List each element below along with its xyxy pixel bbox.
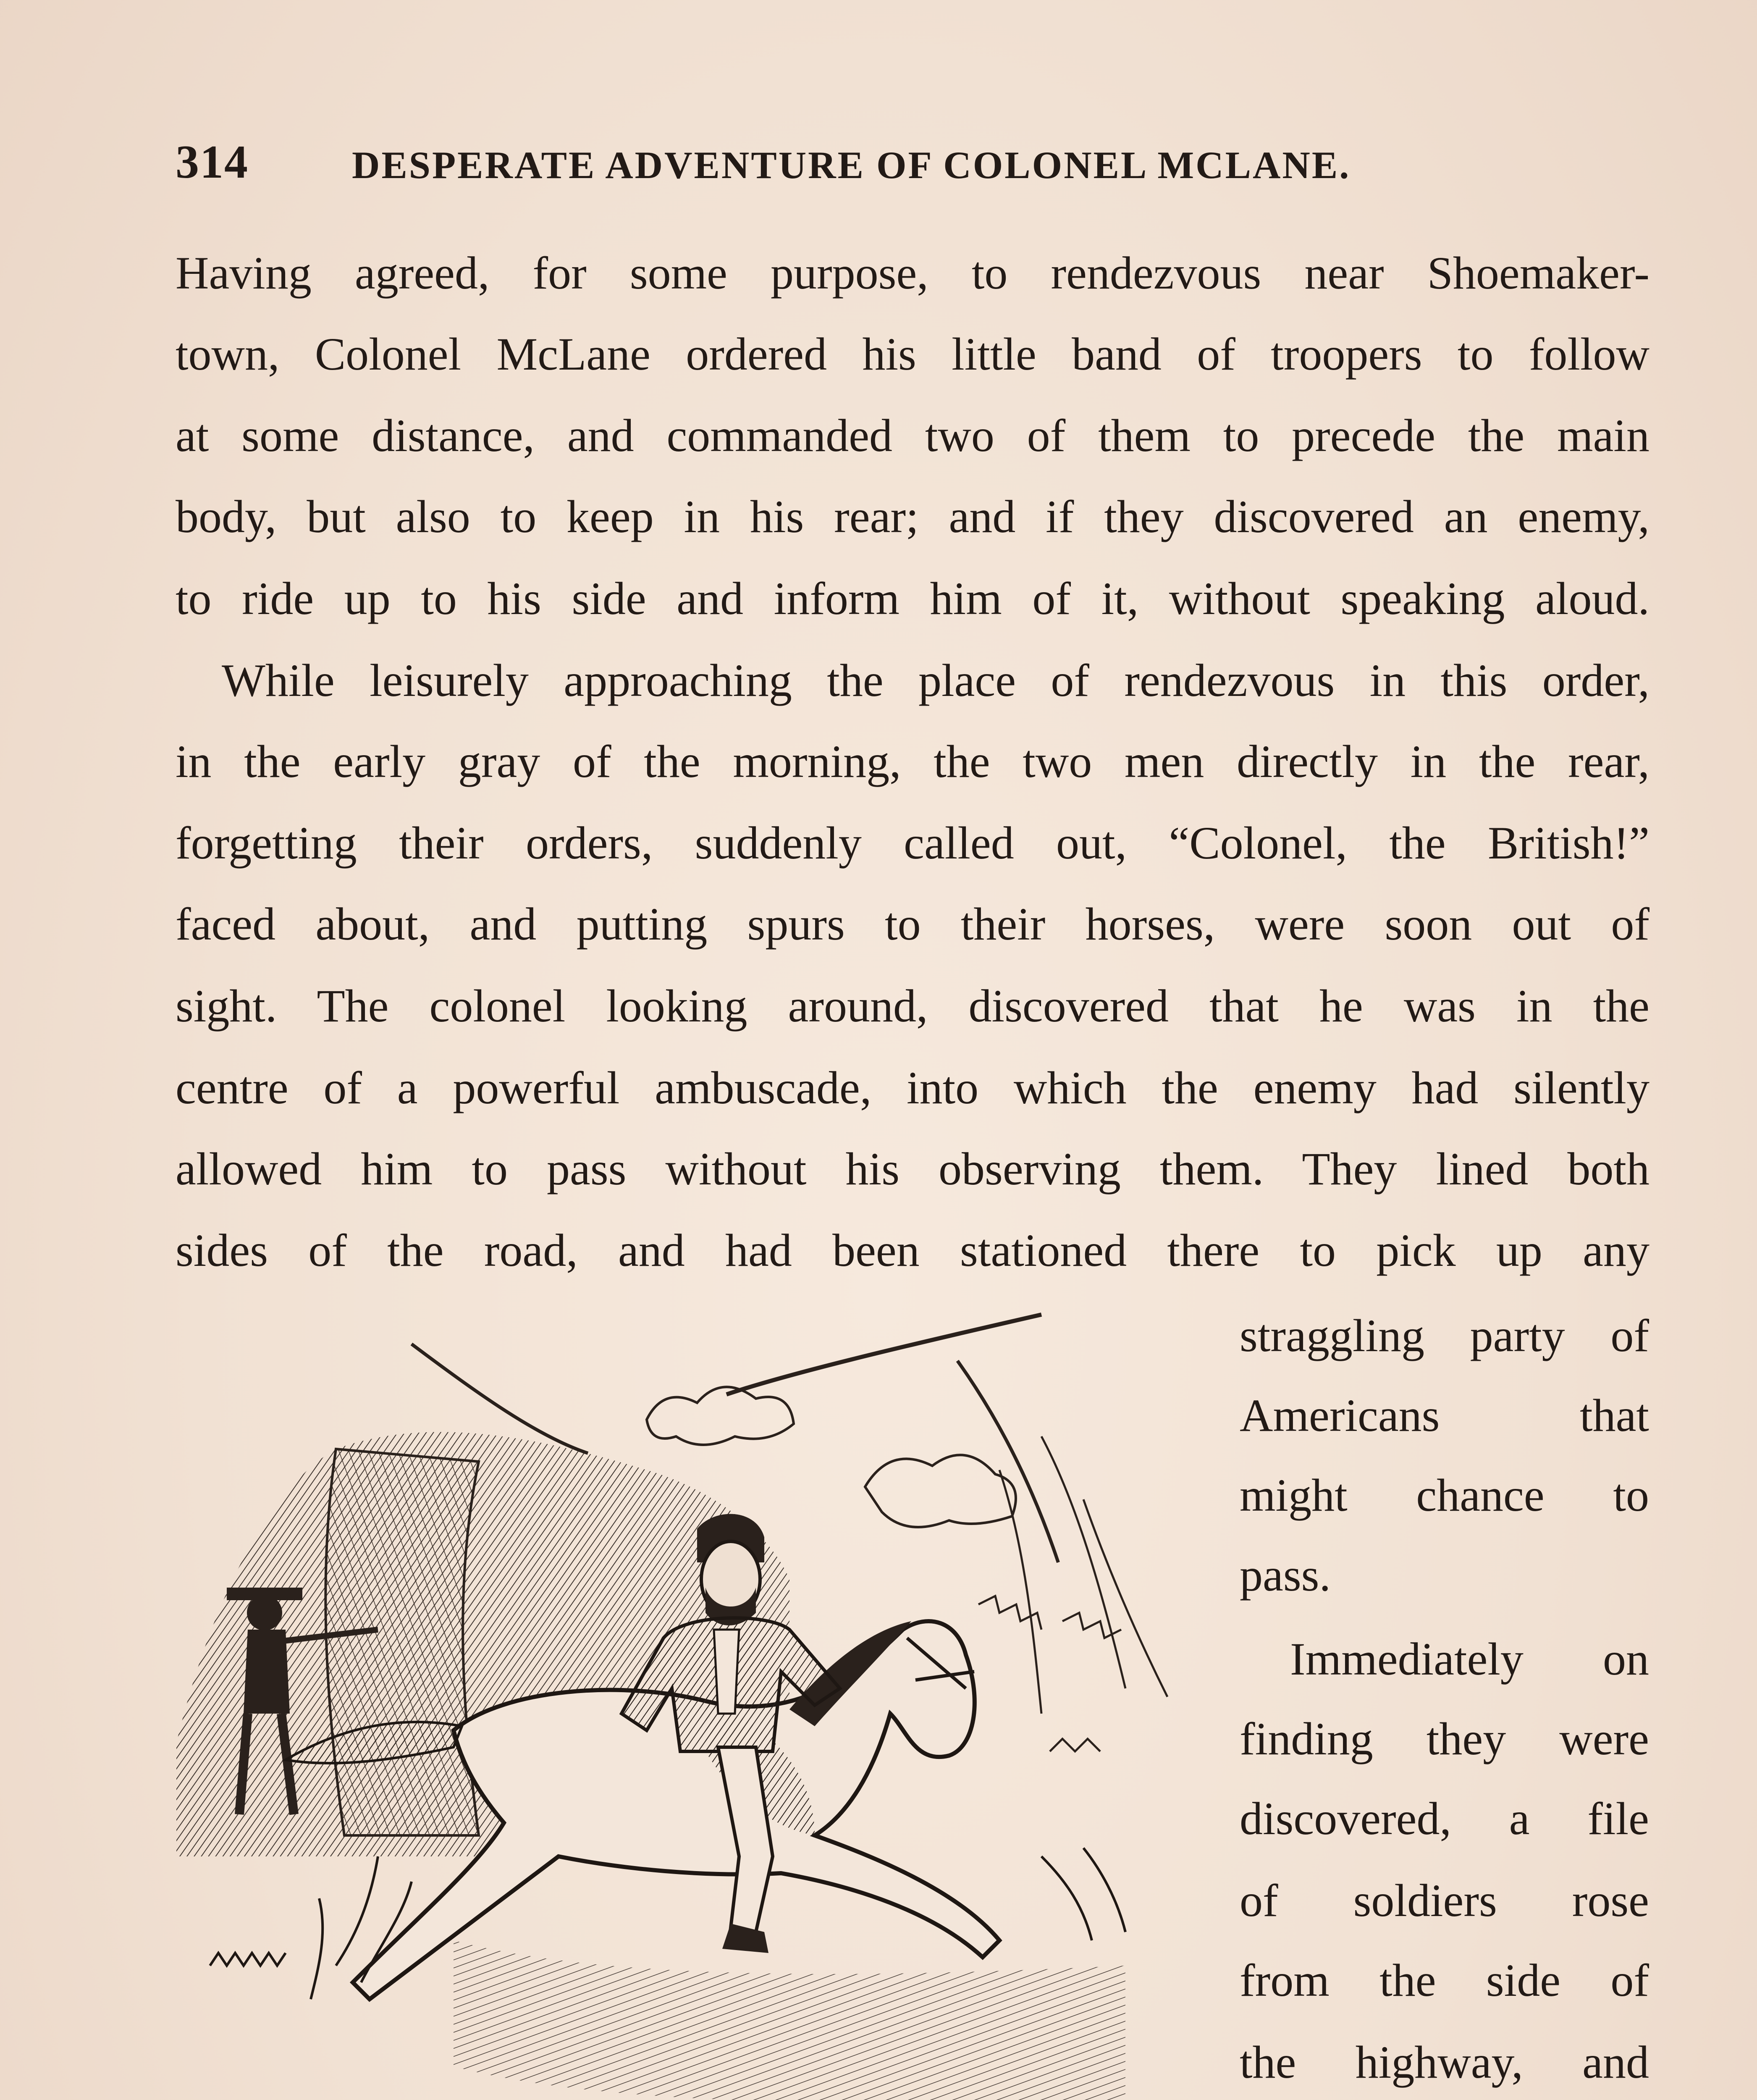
text-line: might chance to: [1240, 1470, 1649, 1521]
text-line: finding they were: [1240, 1713, 1649, 1764]
text-line: faced about, and putting spurs to their horses, were soon out of: [176, 898, 1649, 950]
text-line: centre of a powerful ambuscade, into which the enemy had silently: [176, 1062, 1649, 1113]
text-line: body, but also to keep in his rear; and if they discovered an enemy,: [176, 491, 1649, 542]
text-line: of soldiers rose: [1240, 1875, 1649, 1926]
text-line: sight. The colonel looking around, discovered that he was in the: [176, 980, 1649, 1032]
page-number: 314: [176, 136, 249, 188]
text-line: Immediately on: [1290, 1633, 1649, 1685]
text-line: Having agreed, for some purpose, to rendezvous near Shoemaker-: [176, 247, 1649, 299]
running-title: DESPERATE ADVENTURE OF COLONEL MCLANE.: [352, 144, 1351, 186]
tree-trunk: [325, 1449, 479, 1835]
text-line: discovered, a file: [1240, 1793, 1649, 1844]
text-line: straggling party of: [1240, 1310, 1649, 1361]
engraving-illustration: [160, 1310, 1218, 2100]
text-line: sides of the road, and had been stationed there to pick up any: [176, 1225, 1649, 1276]
text-line: the highway, and: [1240, 2037, 1649, 2088]
text-line: forgetting their orders, suddenly called out, “Colonel, the British!”: [176, 817, 1649, 869]
text-line: to ride up to his side and inform him of it, without speaking aloud.: [176, 573, 1649, 624]
text-line: pass.: [1240, 1549, 1331, 1601]
text-line: Americans that: [1240, 1390, 1649, 1441]
text-line: in the early gray of the morning, the two men directly in the rear,: [176, 736, 1649, 787]
text-line: town, Colonel McLane ordered his little band of troopers to follow: [176, 328, 1649, 380]
text-line: While leisurely approaching the place of rendezvous in this order,: [222, 655, 1649, 706]
text-line: from the side of: [1240, 1955, 1649, 2006]
running-head: [176, 135, 1477, 194]
text-line: allowed him to pass without his observing them. They lined both: [176, 1143, 1649, 1194]
text-line: at some distance, and commanded two of them to precede the main: [176, 410, 1649, 461]
ground: [454, 1940, 1125, 2100]
